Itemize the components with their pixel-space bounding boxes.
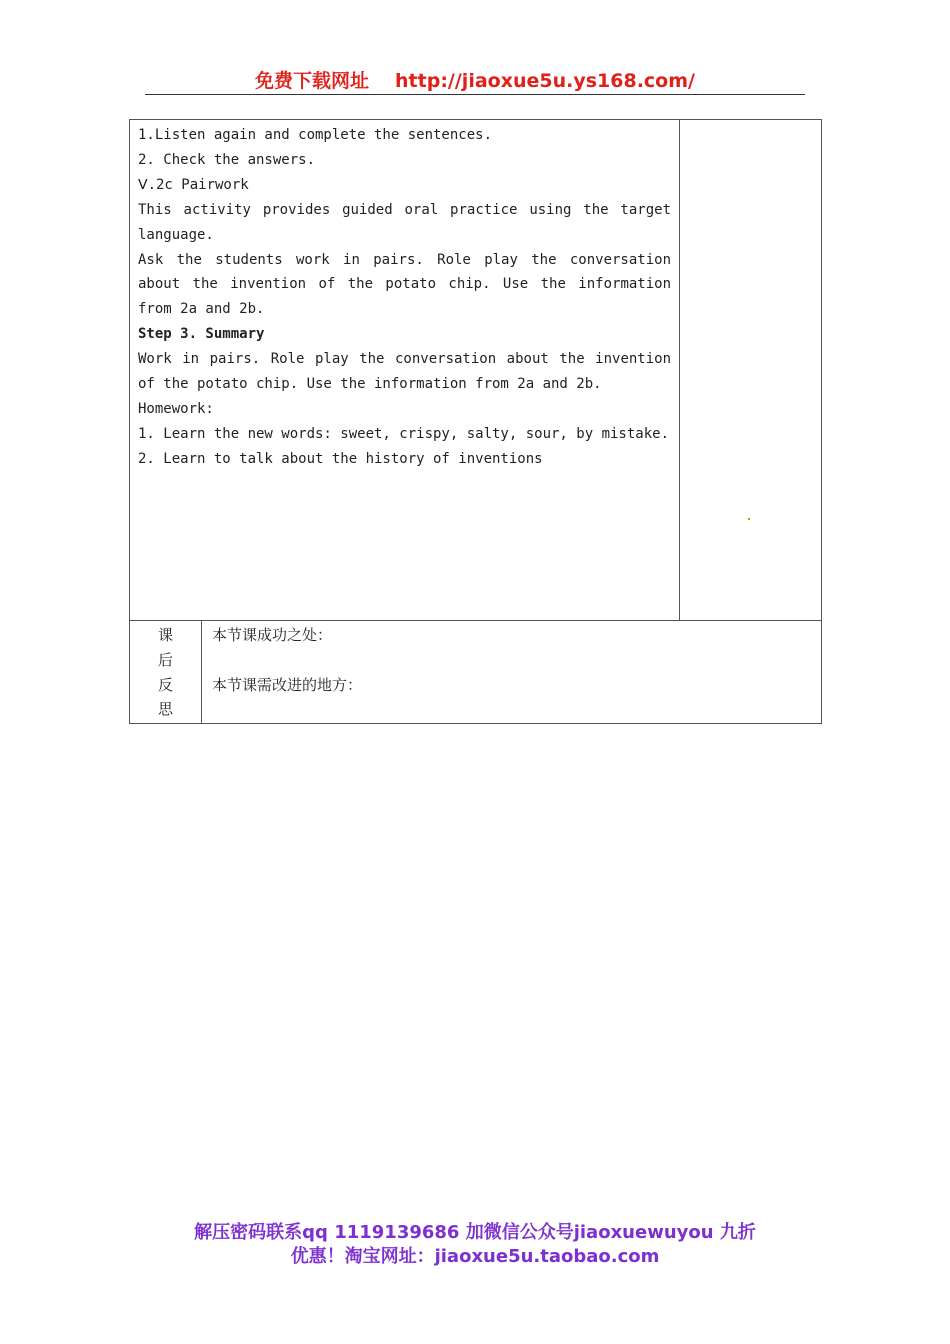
reflection-label: [130, 621, 202, 724]
reflection-label-char: 课: [157, 626, 173, 644]
lesson-line: Ask the students work in pairs. Role play the conversation: [138, 251, 672, 268]
reflection-success-label: 本节课成功之处：: [212, 626, 333, 644]
step-heading: Step 3. Summary: [138, 326, 265, 343]
reflection-label-char: 反: [157, 675, 173, 694]
header-url-link[interactable]: http://jiaoxue5u.ys168.com/: [395, 70, 695, 92]
homework-item: 2. Learn to talk about the history of inventions: [138, 450, 543, 467]
footer-shop-line: 优惠！淘宝网址：jiaoxue5u.taobao.com: [290, 1246, 660, 1267]
homework-item: 1. Learn the new words: sweet, crispy, salty, sour, by mistake.: [138, 425, 670, 442]
lesson-table: [129, 119, 822, 724]
lesson-line: Ⅴ.2c Pairwork: [138, 176, 249, 193]
homework-heading: Homework:: [138, 400, 214, 417]
lesson-content-cell: [130, 120, 680, 621]
reflection-content: [202, 621, 822, 724]
footer-contact-line: 解压密码联系qq 1119139686 加微信公众号jiaoxuewuyou 九折: [194, 1222, 756, 1243]
lesson-line: language.: [138, 226, 214, 243]
speck-mark: [748, 518, 750, 520]
lesson-line: This activity provides guided oral practice using the target: [138, 201, 672, 218]
page-header: [145, 66, 805, 95]
reflection-improve-label: 本节课需改进的地方：: [212, 676, 363, 694]
notes-column-cell: [680, 120, 822, 621]
lesson-line: of the potato chip. Use the information from 2a and 2b.: [138, 376, 602, 393]
header-label: 免费下载网址: [255, 70, 370, 92]
lesson-line: 2. Check the answers.: [138, 151, 316, 168]
lesson-line: from 2a and 2b.: [138, 301, 265, 318]
reflection-label-char: 思: [157, 700, 173, 719]
lesson-line: 1.Listen again and complete the sentences.: [138, 127, 493, 143]
reflection-label-char: 后: [157, 650, 173, 669]
lesson-line: about the invention of the potato chip. Use the information: [138, 276, 672, 293]
lesson-line: Work in pairs. Role play the conversation about the invention: [138, 351, 672, 368]
